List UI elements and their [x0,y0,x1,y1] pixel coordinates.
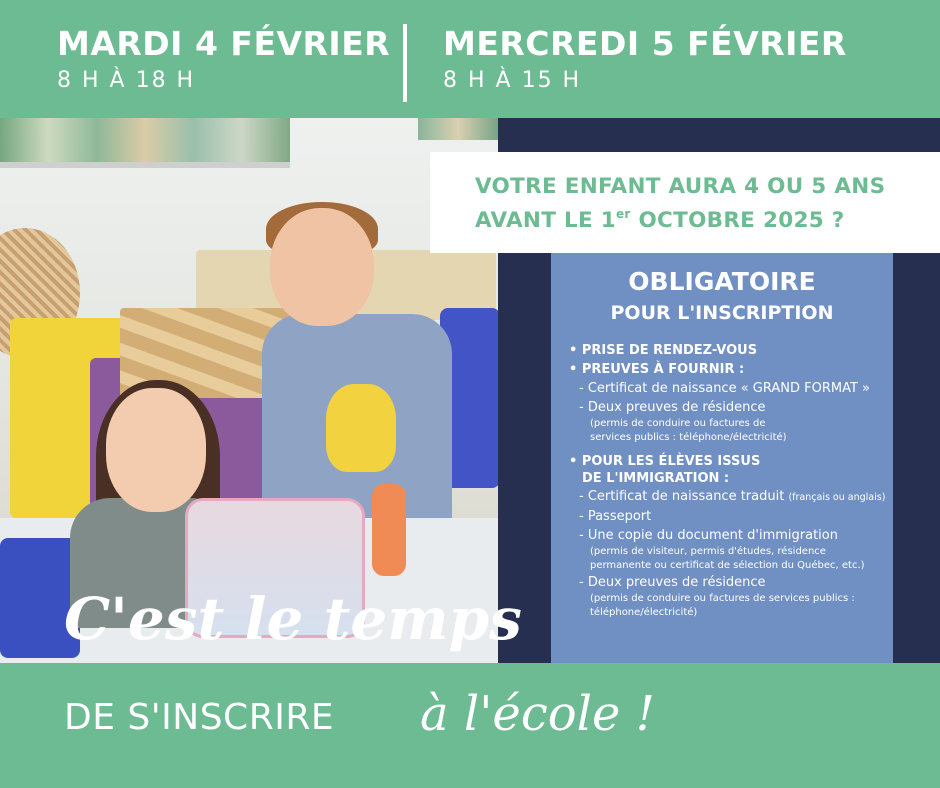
residence-item: - Deux preuves de résidence [579,400,766,415]
wall-artwork [0,118,290,164]
day-1 [57,24,390,96]
question-line-2-end: OCTOBRE 2025 ? [630,208,845,233]
immigration-note-2: permanente ou certificat de sélection du Québec, etc.) [590,560,865,571]
immigration-heading-2: DE L'IMMIGRATION : [582,471,730,486]
translated-cert-note: (français ou anglais) [788,492,886,503]
immigration-residence-note-1: (permis de conduire ou factures de services publics : [590,593,855,604]
rdv-item: • PRISE DE RENDEZ-VOUS [569,343,758,358]
day-1-hours: 8 H À 18 H [57,68,196,93]
day-2-hours: 8 H À 15 H [443,68,582,93]
headline-script: C'est le temps [64,585,522,653]
age-question-box [430,152,940,253]
birth-cert-item: - Certificat de naissance « GRAND FORMAT » [579,381,871,396]
immigration-residence-note-2: téléphone/électricité) [590,607,698,618]
day-2-date: MERCREDI 5 FÉVRIER [443,24,847,63]
requirements-subtitle: POUR L'INSCRIPTION [610,302,834,324]
girl-face [106,388,206,512]
requirements-list [569,341,889,620]
wall-artwork-2 [418,118,498,140]
residence-note-2: services publics : téléphone/électricité) [590,432,787,443]
day-1-date: MARDI 4 FÉVRIER [57,24,391,63]
translated-cert-item [569,487,889,507]
question-line-2-start: AVANT LE 1 [475,208,616,233]
immigration-doc-item: - Une copie du document d'immigration [579,528,838,543]
requirements-title: OBLIGATOIRE [628,267,816,296]
yogurt-bottle [372,484,406,576]
day-2 [443,24,847,96]
question-line-2-sup: er [615,207,631,221]
question-line-1: VOTRE ENFANT AURA 4 OU 5 ANS [475,174,886,199]
requirements-box [551,253,893,663]
proofs-heading: • PREUVES À FOURNIR : [569,362,745,377]
immigration-residence-item: - Deux preuves de résidence [579,575,766,590]
taco-print [326,384,396,472]
headline-script-end: à l'école ! [420,686,655,742]
immigration-heading-1: • POUR LES ÉLÈVES ISSUS [569,454,761,469]
translated-cert-label: - Certificat de naissance traduit [579,489,785,504]
date-banner [0,0,940,118]
question-line-2 [475,207,845,233]
children-photo [0,118,498,663]
immigration-note-1: (permis de visiteur, permis d'études, résidence [590,546,826,557]
boy-face [270,208,374,326]
banner-divider [403,24,407,102]
wall-shelf [0,162,290,168]
residence-note-1: (permis de conduire ou factures de [590,418,766,429]
headline-plain: DE S'INSCRIRE [64,697,335,738]
passport-item: - Passeport [579,509,652,524]
